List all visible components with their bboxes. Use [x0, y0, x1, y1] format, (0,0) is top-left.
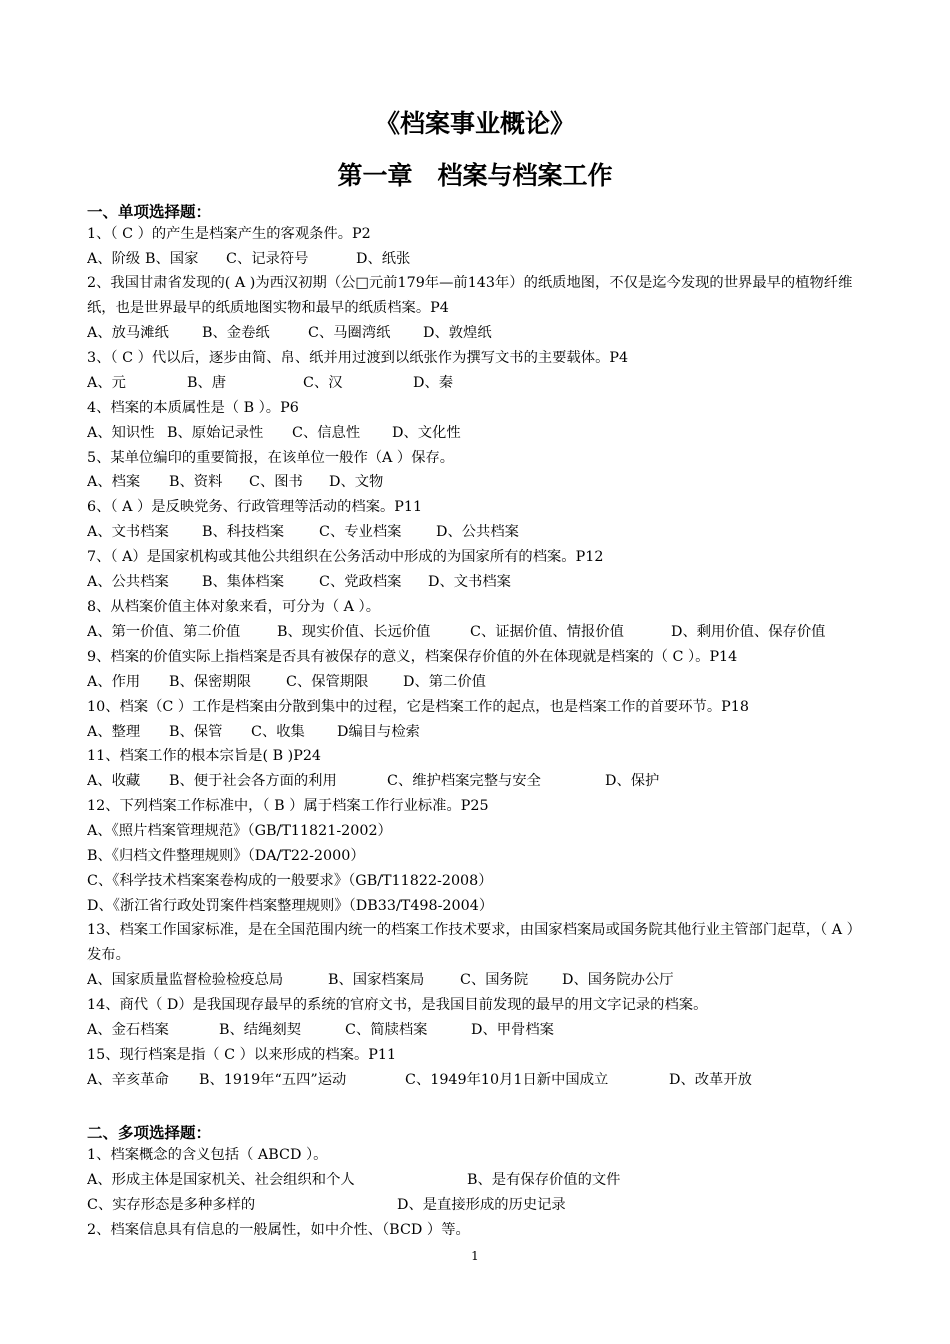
option-c: C、信息性 [292, 425, 361, 441]
mc-question-1-options-row2 [87, 1195, 877, 1215]
option-b: B、现实价值、长远价值 [277, 624, 431, 640]
question-6: 6、（ A ）是反映党务、行政管理等活动的档案。P11 [87, 499, 423, 515]
option-c: C、维护档案完整与安全 [387, 773, 541, 789]
option-d: D编目与检索 [337, 724, 420, 740]
chapter-title: 第一章 档案与档案工作 [337, 161, 613, 190]
option-d: D、文物 [329, 474, 384, 490]
document-title: 《档案事业概论》 [374, 109, 575, 138]
question-7-options [87, 572, 877, 592]
option-a: A、作用 [87, 674, 141, 690]
option-b: B、便于社会各方面的利用 [169, 773, 337, 789]
question-15-options [87, 1070, 877, 1090]
option-b: B、科技档案 [202, 524, 284, 540]
option-b: B、集体档案 [202, 574, 284, 590]
option-c: C、专业档案 [319, 524, 402, 540]
option-a: A、金石档案 [87, 1022, 169, 1038]
question-11: 11、档案工作的根本宗旨是( B )P24 [87, 748, 322, 764]
option-d: D、是直接形成的历史记录 [397, 1197, 566, 1213]
option-a: A、收藏 [87, 773, 141, 789]
option-a: A、公共档案 [87, 574, 169, 590]
option-a: A、整理 [87, 724, 141, 740]
option-c: C、汉 [303, 375, 343, 391]
option-a: A、国家质量监督检验检疫总局 [87, 972, 284, 988]
question-12-option-b: B、《归档文件整理规则》（DA/T22-2000） [87, 848, 365, 864]
question-12-option-c: C、《科学技术档案案卷构成的一般要求》（GB/T11822-2008） [87, 873, 493, 889]
question-8: 8、从档案价值主体对象来看，可分为（ A ）。 [87, 599, 380, 615]
option-b: B、原始记录性 [167, 425, 264, 441]
mc-question-2: 2、档案信息具有信息的一般属性，如中介性、（BCD ）等。 [87, 1222, 470, 1238]
option-b: B、金卷纸 [202, 325, 270, 341]
question-5-options [87, 472, 877, 492]
option-b: B、保密期限 [169, 674, 251, 690]
option-c: C、图书 [249, 474, 303, 490]
option-a: A、档案 [87, 474, 141, 490]
option-b: B、国家档案局 [328, 972, 425, 988]
option-d: D、保护 [605, 773, 660, 789]
option-b: B、是有保存价值的文件 [467, 1172, 621, 1188]
option-a: A、第一价值、第二价值 [87, 624, 241, 640]
page-number: 1 [471, 1249, 479, 1263]
option-d: D、国务院办公厅 [562, 972, 674, 988]
option-a: A、辛亥革命 [87, 1072, 169, 1088]
question-8-options [87, 622, 877, 642]
option-a: A、放马滩纸 [87, 325, 169, 341]
option-c: C、记录符号 [226, 251, 309, 267]
option-c: C、简牍档案 [345, 1022, 428, 1038]
option-a: A、形成主体是国家机关、社会组织和个人 [87, 1172, 355, 1188]
question-3-options [87, 373, 877, 393]
option-c: C、证据价值、情报价值 [470, 624, 624, 640]
question-10-options [87, 722, 877, 742]
option-d: D、文化性 [392, 425, 461, 441]
option-d: D、纸张 [356, 251, 411, 267]
option-b: B、国家 [145, 251, 199, 267]
option-d: D、秦 [413, 375, 454, 391]
option-c: C、马圈湾纸 [308, 325, 391, 341]
question-4-options [87, 423, 877, 443]
option-c: C、党政档案 [319, 574, 402, 590]
option-d: D、第二价值 [403, 674, 486, 690]
option-b: B、1919年“五四”运动 [199, 1072, 347, 1088]
option-b: B、唐 [187, 375, 227, 391]
question-10: 10、档案（C ）工作是档案由分散到集中的过程，它是档案工作的起点，也是档案工作的首要环节。P18 [87, 699, 749, 715]
option-d: D、改革开放 [669, 1072, 752, 1088]
option-a: A、阶级 [87, 251, 141, 267]
question-4: 4、档案的本质属性是（ B ）。P6 [87, 400, 299, 416]
option-c: C、收集 [251, 724, 305, 740]
question-11-options [87, 771, 877, 791]
option-c: C、国务院 [460, 972, 529, 988]
option-c: C、实存形态是多种多样的 [87, 1197, 256, 1213]
option-a: A、知识性 [87, 425, 155, 441]
question-13: 13、档案工作国家标准，是在全国范围内统一的档案工作技术要求，由国家档案局或国务院其他行业主管部门起草，（ A ）发布。 [87, 922, 861, 963]
question-9: 9、档案的价值实际上指档案是否具有被保存的意义，档案保存价值的外在体现就是档案的（ C ）。P14 [87, 649, 738, 665]
question-3: 3、（ C ）代以后，逐步由简、帛、纸并用过渡到以纸张作为撰写文书的主要载体。P4 [87, 350, 629, 366]
section-heading-single-choice: 一、单项选择题： [87, 203, 212, 221]
question-14: 14、商代（ D）是我国现存最早的系统的官府文书，是我国目前发现的最早的用文字记录的档案。 [87, 997, 708, 1013]
section-heading-multiple-choice: 二、多项选择题： [87, 1124, 212, 1142]
question-14-options [87, 1020, 877, 1040]
question-13-options [87, 970, 877, 990]
question-2-options [87, 323, 877, 343]
option-b: B、资料 [169, 474, 223, 490]
question-9-options [87, 672, 877, 692]
question-12: 12、下列档案工作标准中，（ B ）属于档案工作行业标准。P25 [87, 798, 489, 814]
question-12-option-a: A、《照片档案管理规范》（GB/T11821-2002） [87, 823, 392, 839]
question-2: 2、我国甘肃省发现的( A )为西汉初期（公□元前179年—前143年）的纸质地图，不仅是迄今发现的世界最早的植物纤维纸，也是世界最早的纸质地图实物和最早的纸质档案。P4 [87, 275, 853, 316]
option-b: B、结绳刻契 [219, 1022, 301, 1038]
question-12-option-d: D、《浙江省行政处罚案件档案整理规则》（DB33/T498-2004） [87, 898, 494, 914]
question-7: 7、（ A）是国家机构或其他公共组织在公务活动中形成的为国家所有的档案。P12 [87, 549, 604, 565]
question-15: 15、现行档案是指（ C ）以来形成的档案。P11 [87, 1047, 397, 1063]
question-5: 5、某单位编印的重要简报，在该单位一般作（A ）保存。 [87, 450, 455, 466]
option-d: D、公共档案 [436, 524, 519, 540]
mc-question-1: 1、档案概念的含义包括（ ABCD ）。 [87, 1147, 328, 1163]
question-1-options [87, 249, 877, 269]
option-d: D、剩用价值、保存价值 [671, 624, 826, 640]
option-d: D、文书档案 [428, 574, 511, 590]
question-6-options [87, 522, 877, 542]
option-b: B、保管 [169, 724, 223, 740]
option-d: D、敦煌纸 [423, 325, 492, 341]
question-1: 1、（ C ）的产生是档案产生的客观条件。P2 [87, 226, 371, 242]
option-c: C、1949年10月1日新中国成立 [405, 1072, 609, 1088]
option-a: A、文书档案 [87, 524, 169, 540]
option-c: C、保管期限 [286, 674, 369, 690]
mc-question-1-options-row1 [87, 1170, 877, 1190]
option-d: D、甲骨档案 [471, 1022, 554, 1038]
option-a: A、元 [87, 375, 126, 391]
